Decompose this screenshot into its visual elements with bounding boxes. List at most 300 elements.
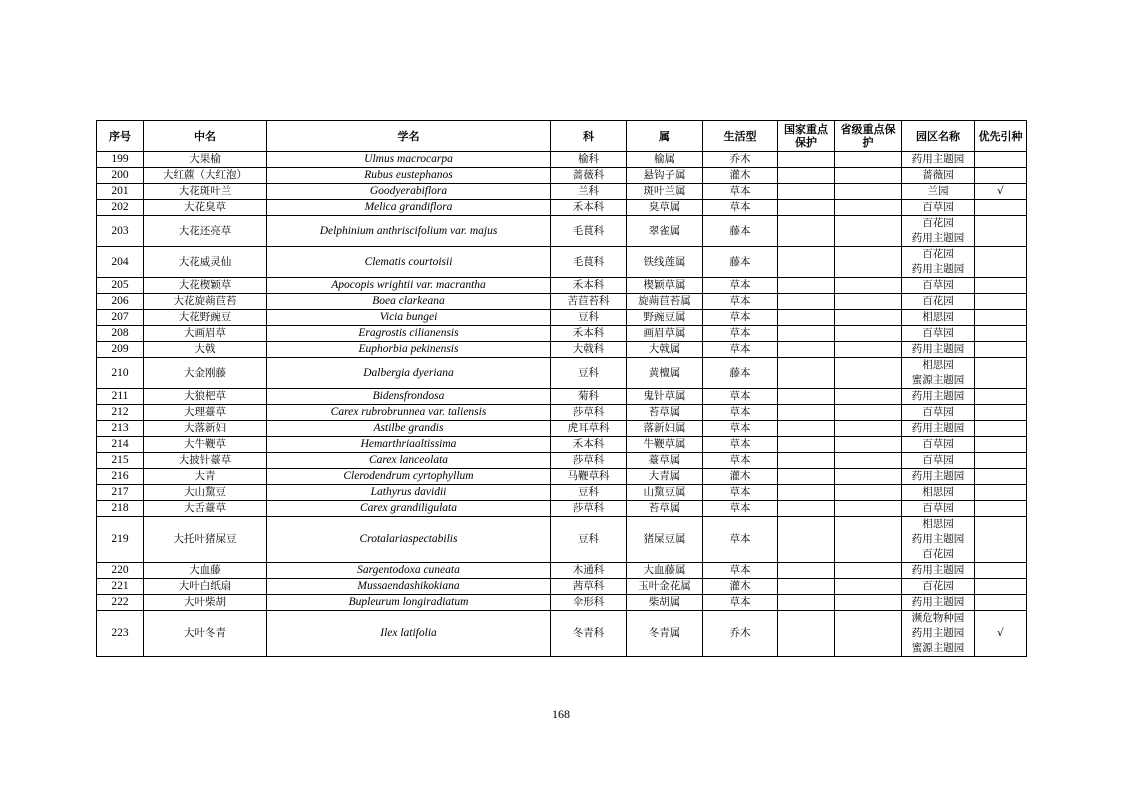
priority-introduction-cell [975,405,1027,421]
table-row [97,168,1027,184]
garden-name: 药用主题园 [911,596,965,608]
table-row [97,247,1027,278]
provincial-protection-cell [835,405,902,421]
priority-introduction-cell [975,310,1027,326]
garden-name: 百花园 [922,248,954,260]
life-form-cell: 草本 [703,563,778,579]
family-cell: 禾本科 [551,200,627,216]
life-form-cell: 藤本 [703,358,778,389]
scientific-name-cell: Eragrostis cilianensis [267,326,551,342]
garden-name-cell [902,421,975,437]
garden-name-cell [902,453,975,469]
garden-name: 蔷薇园 [922,169,954,181]
garden-name: 药用主题园 [911,343,965,355]
page-number: 168 [552,707,570,721]
serial-cell: 208 [97,326,144,342]
garden-name: 百草园 [922,201,954,213]
chinese-name-cell: 大花臭草 [144,200,267,216]
header-scientific-name: 学名 [267,121,551,152]
garden-name: 百花园 [922,217,954,229]
serial-cell: 211 [97,389,144,405]
life-form-cell: 乔木 [703,152,778,168]
priority-introduction-cell [975,216,1027,247]
life-form-cell: 草本 [703,184,778,200]
table-row [97,579,1027,595]
national-protection-cell [778,358,835,389]
provincial-protection-cell [835,168,902,184]
priority-introduction-cell [975,247,1027,278]
provincial-protection-cell [835,389,902,405]
table-header-row [97,121,1027,152]
genus-cell: 大戟属 [627,342,703,358]
national-protection-cell [778,501,835,517]
family-cell: 冬青科 [551,611,627,657]
family-cell: 豆科 [551,310,627,326]
life-form-cell: 藤本 [703,247,778,278]
garden-name: 药用主题园 [911,263,965,275]
national-protection-cell [778,389,835,405]
garden-name-cell [902,405,975,421]
chinese-name-cell: 大叶柴胡 [144,595,267,611]
scientific-name-cell: Carex rubrobrunnea var. taliensis [267,405,551,421]
provincial-protection-cell [835,294,902,310]
header-genus: 属 [627,121,703,152]
priority-introduction-cell [975,389,1027,405]
scientific-name-cell: Sargentodoxa cuneata [267,563,551,579]
table-row [97,563,1027,579]
provincial-protection-cell [835,326,902,342]
garden-name-cell [902,278,975,294]
scientific-name-cell: Clerodendrum cyrtophyllum [267,469,551,485]
garden-name: 百草园 [922,279,954,291]
chinese-name-cell: 大青 [144,469,267,485]
garden-name-cell [902,469,975,485]
chinese-name-cell: 大叶冬青 [144,611,267,657]
provincial-protection-cell [835,342,902,358]
priority-introduction-cell [975,437,1027,453]
header-garden-name: 园区名称 [902,121,975,152]
life-form-cell: 草本 [703,595,778,611]
genus-cell: 落新妇属 [627,421,703,437]
provincial-protection-cell [835,485,902,501]
serial-cell: 213 [97,421,144,437]
life-form-cell: 藤本 [703,216,778,247]
family-cell: 豆科 [551,485,627,501]
priority-introduction-cell [975,563,1027,579]
serial-cell: 215 [97,453,144,469]
header-provincial-protection: 省级重点保护 [835,121,902,152]
scientific-name-cell: Clematis courtoisii [267,247,551,278]
family-cell: 茜草科 [551,579,627,595]
scientific-name-cell: Rubus eustephanos [267,168,551,184]
chinese-name-cell: 大画眉草 [144,326,267,342]
national-protection-cell [778,152,835,168]
chinese-name-cell: 大牛鞭草 [144,437,267,453]
family-cell: 毛茛科 [551,247,627,278]
national-protection-cell [778,563,835,579]
genus-cell: 柴胡属 [627,595,703,611]
family-cell: 木通科 [551,563,627,579]
header-life-form: 生活型 [703,121,778,152]
provincial-protection-cell [835,200,902,216]
chinese-name-cell: 大花楔颖草 [144,278,267,294]
garden-name: 百草园 [922,502,954,514]
provincial-protection-cell [835,611,902,657]
serial-cell: 203 [97,216,144,247]
garden-name: 百草园 [922,327,954,339]
garden-name: 百花园 [922,295,954,307]
garden-name: 相思园 [922,486,954,498]
garden-name-cell [902,517,975,563]
life-form-cell: 灌木 [703,168,778,184]
serial-cell: 209 [97,342,144,358]
garden-name: 药用主题园 [911,627,965,639]
chinese-name-cell: 大红藨（大红泡） [144,168,267,184]
genus-cell: 野豌豆属 [627,310,703,326]
priority-introduction-cell [975,152,1027,168]
national-protection-cell [778,278,835,294]
scientific-name-cell: Astilbe grandis [267,421,551,437]
family-cell: 伞形科 [551,595,627,611]
scientific-name-cell: Ilex latifolia [267,611,551,657]
chinese-name-cell: 大果榆 [144,152,267,168]
scientific-name-cell: Boea clarkeana [267,294,551,310]
genus-cell: 臭草属 [627,200,703,216]
header-national-protection: 国家重点保护 [778,121,835,152]
provincial-protection-cell [835,216,902,247]
table-row [97,389,1027,405]
genus-cell: 旋蒴苣苔属 [627,294,703,310]
garden-name: 药用主题园 [911,153,965,165]
priority-introduction-cell [975,342,1027,358]
priority-introduction-cell [975,326,1027,342]
provincial-protection-cell [835,517,902,563]
national-protection-cell [778,421,835,437]
provincial-protection-cell [835,152,902,168]
priority-introduction-cell [975,501,1027,517]
garden-name: 相思园 [922,518,954,530]
priority-introduction-cell [975,517,1027,563]
priority-introduction-cell: √ [975,611,1027,657]
table-row [97,501,1027,517]
serial-cell: 218 [97,501,144,517]
national-protection-cell [778,469,835,485]
genus-cell: 玉叶金花属 [627,579,703,595]
garden-name-cell [902,216,975,247]
garden-name: 相思园 [922,311,954,323]
national-protection-cell [778,247,835,278]
national-protection-cell [778,453,835,469]
life-form-cell: 草本 [703,405,778,421]
scientific-name-cell: Dalbergia dyeriana [267,358,551,389]
life-form-cell: 草本 [703,517,778,563]
scientific-name-cell: Bidensfrondosa [267,389,551,405]
priority-introduction-cell [975,421,1027,437]
priority-introduction-cell [975,278,1027,294]
genus-cell: 山黧豆属 [627,485,703,501]
genus-cell: 牛鞭草属 [627,437,703,453]
provincial-protection-cell [835,358,902,389]
genus-cell: 鬼针草属 [627,389,703,405]
serial-cell: 219 [97,517,144,563]
priority-introduction-cell [975,469,1027,485]
life-form-cell: 草本 [703,200,778,216]
serial-cell: 207 [97,310,144,326]
serial-cell: 220 [97,563,144,579]
table-row [97,595,1027,611]
table-body [97,152,1027,657]
garden-name-cell [902,485,975,501]
table-row [97,342,1027,358]
priority-introduction-cell [975,453,1027,469]
life-form-cell: 草本 [703,485,778,501]
family-cell: 莎草科 [551,405,627,421]
life-form-cell: 草本 [703,453,778,469]
provincial-protection-cell [835,247,902,278]
priority-introduction-cell [975,485,1027,501]
serial-cell: 210 [97,358,144,389]
serial-cell: 206 [97,294,144,310]
national-protection-cell [778,342,835,358]
table-row [97,200,1027,216]
garden-name-cell [902,310,975,326]
family-cell: 兰科 [551,184,627,200]
garden-name-cell [902,247,975,278]
priority-introduction-cell [975,595,1027,611]
family-cell: 豆科 [551,517,627,563]
garden-name: 兰园 [927,185,949,197]
provincial-protection-cell [835,437,902,453]
priority-introduction-cell: √ [975,184,1027,200]
provincial-protection-cell [835,278,902,294]
chinese-name-cell: 大花还亮草 [144,216,267,247]
family-cell: 豆科 [551,358,627,389]
national-protection-cell [778,168,835,184]
provincial-protection-cell [835,563,902,579]
chinese-name-cell: 大金刚藤 [144,358,267,389]
serial-cell: 212 [97,405,144,421]
garden-name-cell [902,200,975,216]
table-row [97,216,1027,247]
national-protection-cell [778,437,835,453]
family-cell: 榆科 [551,152,627,168]
life-form-cell: 草本 [703,326,778,342]
serial-cell: 216 [97,469,144,485]
chinese-name-cell: 大叶白纸扇 [144,579,267,595]
chinese-name-cell: 大花旋蒴苣苔 [144,294,267,310]
chinese-name-cell: 大花威灵仙 [144,247,267,278]
genus-cell: 大血藤属 [627,563,703,579]
priority-introduction-cell [975,294,1027,310]
garden-name: 药用主题园 [911,232,965,244]
plant-list-table [96,120,1027,657]
table-row [97,421,1027,437]
garden-name: 蜜源主题园 [911,642,965,654]
serial-cell: 214 [97,437,144,453]
priority-introduction-cell [975,579,1027,595]
garden-name-cell [902,168,975,184]
provincial-protection-cell [835,184,902,200]
garden-name-cell [902,342,975,358]
table-row [97,358,1027,389]
chinese-name-cell: 大舌薹草 [144,501,267,517]
family-cell: 禾本科 [551,326,627,342]
chinese-name-cell: 大山黧豆 [144,485,267,501]
header-serial: 序号 [97,121,144,152]
genus-cell: 薹草属 [627,453,703,469]
garden-name-cell [902,595,975,611]
provincial-protection-cell [835,595,902,611]
family-cell: 毛茛科 [551,216,627,247]
provincial-protection-cell [835,421,902,437]
national-protection-cell [778,611,835,657]
family-cell: 蔷薇科 [551,168,627,184]
life-form-cell: 草本 [703,389,778,405]
national-protection-cell [778,405,835,421]
chinese-name-cell: 大披针薹草 [144,453,267,469]
family-cell: 莎草科 [551,501,627,517]
garden-name: 百花园 [922,548,954,560]
national-protection-cell [778,579,835,595]
garden-name-cell [902,501,975,517]
chinese-name-cell: 大戟 [144,342,267,358]
genus-cell: 猪屎豆属 [627,517,703,563]
national-protection-cell [778,326,835,342]
scientific-name-cell: Vicia bungei [267,310,551,326]
garden-name: 百草园 [922,406,954,418]
life-form-cell: 草本 [703,294,778,310]
table-row [97,453,1027,469]
chinese-name-cell: 大花野豌豆 [144,310,267,326]
serial-cell: 202 [97,200,144,216]
genus-cell: 翠雀属 [627,216,703,247]
national-protection-cell [778,184,835,200]
provincial-protection-cell [835,501,902,517]
table-row [97,517,1027,563]
scientific-name-cell: Euphorbia pekinensis [267,342,551,358]
life-form-cell: 灌木 [703,469,778,485]
garden-name: 百草园 [922,454,954,466]
genus-cell: 大青属 [627,469,703,485]
garden-name-cell [902,579,975,595]
life-form-cell: 草本 [703,437,778,453]
header-priority-introduction: 优先引种 [975,121,1027,152]
genus-cell: 画眉草属 [627,326,703,342]
table-row [97,294,1027,310]
family-cell: 马鞭草科 [551,469,627,485]
serial-cell: 204 [97,247,144,278]
table-row [97,278,1027,294]
genus-cell: 斑叶兰属 [627,184,703,200]
garden-name: 药用主题园 [911,533,965,545]
table-row [97,485,1027,501]
chinese-name-cell: 大落新妇 [144,421,267,437]
genus-cell: 铁线莲属 [627,247,703,278]
scientific-name-cell: Bupleurum longiradiatum [267,595,551,611]
table-row [97,326,1027,342]
national-protection-cell [778,294,835,310]
provincial-protection-cell [835,579,902,595]
genus-cell: 黄檀属 [627,358,703,389]
garden-name-cell [902,611,975,657]
serial-cell: 217 [97,485,144,501]
scientific-name-cell: Delphinium anthriscifolium var. majus [267,216,551,247]
garden-name-cell [902,294,975,310]
provincial-protection-cell [835,453,902,469]
national-protection-cell [778,216,835,247]
serial-cell: 199 [97,152,144,168]
table-row [97,152,1027,168]
table-row [97,310,1027,326]
family-cell: 苦苣苔科 [551,294,627,310]
garden-name-cell [902,437,975,453]
chinese-name-cell: 大理薹草 [144,405,267,421]
garden-name: 百草园 [922,438,954,450]
family-cell: 菊科 [551,389,627,405]
garden-name: 药用主题园 [911,470,965,482]
scientific-name-cell: Mussaendashikokiana [267,579,551,595]
genus-cell: 苔草属 [627,501,703,517]
priority-introduction-cell [975,358,1027,389]
table-row [97,437,1027,453]
family-cell: 禾本科 [551,437,627,453]
life-form-cell: 乔木 [703,611,778,657]
national-protection-cell [778,517,835,563]
scientific-name-cell: Ulmus macrocarpa [267,152,551,168]
genus-cell: 楔颖草属 [627,278,703,294]
table-row [97,611,1027,657]
life-form-cell: 草本 [703,278,778,294]
garden-name-cell [902,184,975,200]
scientific-name-cell: Carex grandiligulata [267,501,551,517]
genus-cell: 冬青属 [627,611,703,657]
serial-cell: 205 [97,278,144,294]
life-form-cell: 草本 [703,421,778,437]
serial-cell: 223 [97,611,144,657]
garden-name-cell [902,563,975,579]
chinese-name-cell: 大托叶猪屎豆 [144,517,267,563]
life-form-cell: 草本 [703,501,778,517]
chinese-name-cell: 大狼杷草 [144,389,267,405]
serial-cell: 200 [97,168,144,184]
serial-cell: 201 [97,184,144,200]
garden-name-cell [902,389,975,405]
scientific-name-cell: Crotalariaspectabilis [267,517,551,563]
garden-name: 濒危物种园 [911,612,965,624]
table-row [97,184,1027,200]
garden-name: 相思园 [922,359,954,371]
scientific-name-cell: Hemarthriaaltissima [267,437,551,453]
national-protection-cell [778,200,835,216]
garden-name: 药用主题园 [911,422,965,434]
genus-cell: 苔草属 [627,405,703,421]
chinese-name-cell: 大血藤 [144,563,267,579]
garden-name: 药用主题园 [911,564,965,576]
scientific-name-cell: Melica grandiflora [267,200,551,216]
chinese-name-cell: 大花斑叶兰 [144,184,267,200]
scientific-name-cell: Lathyrus davidii [267,485,551,501]
life-form-cell: 灌木 [703,579,778,595]
provincial-protection-cell [835,310,902,326]
serial-cell: 222 [97,595,144,611]
priority-introduction-cell [975,168,1027,184]
national-protection-cell [778,485,835,501]
family-cell: 虎耳草科 [551,421,627,437]
scientific-name-cell: Goodyerabiflora [267,184,551,200]
garden-name: 药用主题园 [911,390,965,402]
scientific-name-cell: Carex lanceolata [267,453,551,469]
family-cell: 禾本科 [551,278,627,294]
